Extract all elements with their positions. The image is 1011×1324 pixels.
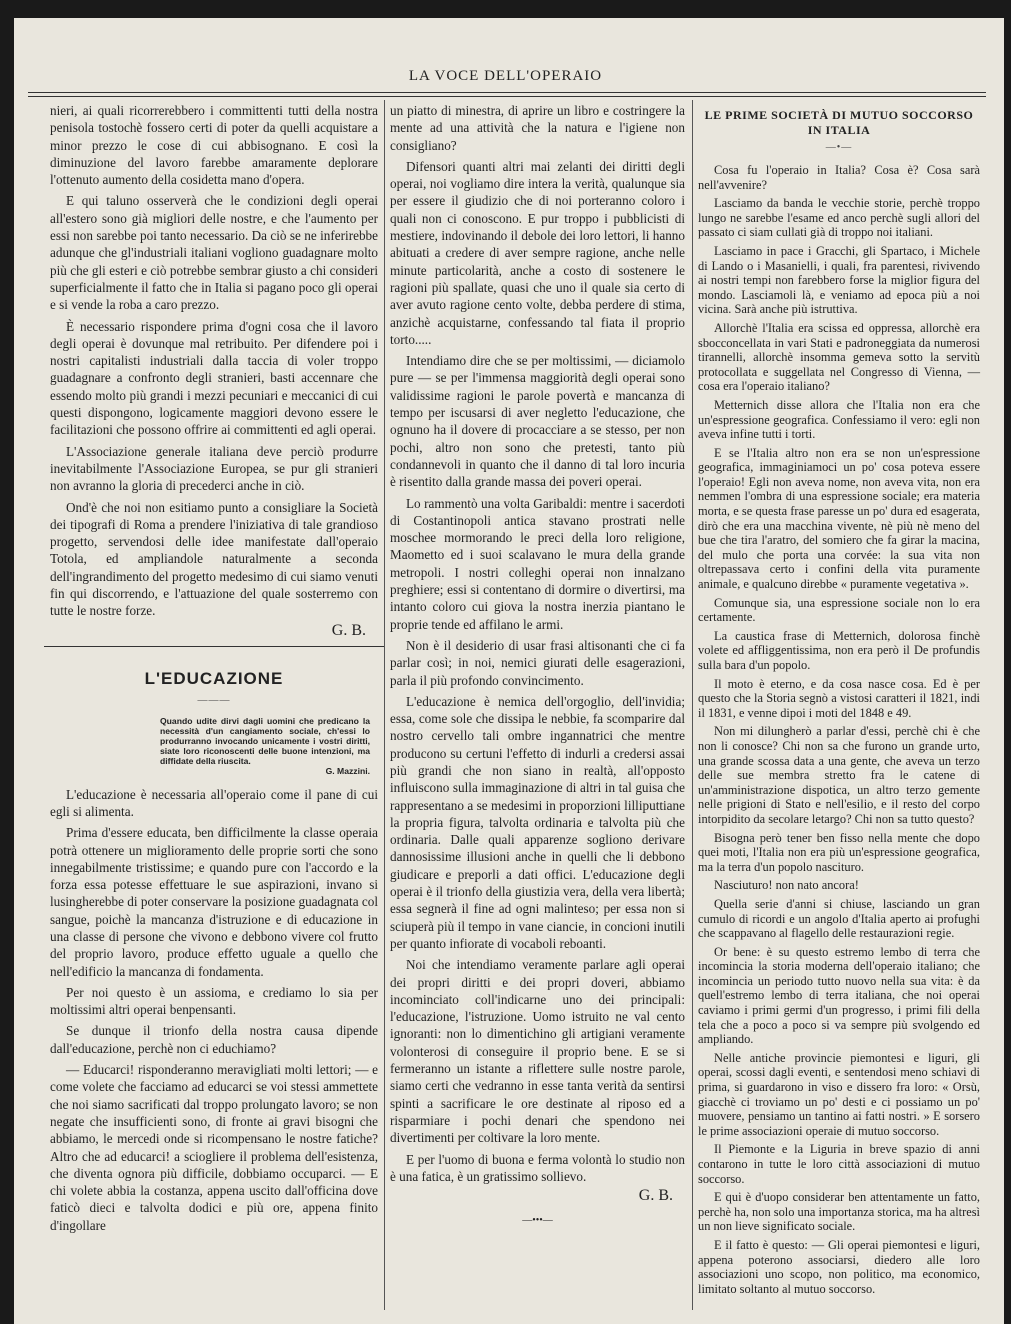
paragraph: Il Piemonte e la Liguria in breve spazio di anni contarono in tutte le loro città associazioni di mutuo soccorso.	[698, 1142, 980, 1186]
epigraph	[160, 716, 370, 776]
paragraph: Cosa fu l'operaio in Italia? Cosa è? Cosa sarà nell'avvenire?	[698, 163, 980, 192]
column-divider-1	[384, 100, 385, 1310]
paragraph: Difensori quanti altri mai zelanti dei diritti degli operai, noi vogliamo dire intera la verità, qualunque sia per essere il giudizio che di noi porteranno coloro i quali non ci conoscono. E pur troppo i pubblicisti di mestiere, indovinando il debole dei loro lettori, li hanno abituati a credere di aver sempre ragione, anche nelle minute particolarità, anche a costo di sostenere le ragioni più spallate, quasi che uno il quale sia certo di aver avuto ragione cento volte, debba perdere di stima, anzichè acquistarne, confessando tal fiata il proprio torto.....	[390, 158, 685, 347]
paragraph: Bisogna però tener ben fisso nella mente che dopo quei moti, l'Italia non era più un'espressione geografica, ma la terra d'un popolo nascituro.	[698, 830, 980, 874]
paragraph: Non è il desiderio di usar frasi altisonanti che ci fa parlar così; in noi, nemici giurati delle esagerazioni, parla il più profondo convincimento.	[390, 637, 685, 688]
paragraph: Per noi questo è un assioma, e crediamo lo sia per moltissimi altri operai benpensanti.	[50, 984, 378, 1018]
paragraph: E per l'uomo di buona e ferma volontà lo studio non è una fatica, è un gratissimo sollievo.	[390, 1151, 685, 1184]
paragraph: Metternich disse allora che l'Italia non era che un'espressione geografica. Confessiamo il vero: egli non aveva infine tutti i torti.	[698, 397, 980, 442]
signature: G. B.	[331, 621, 366, 639]
paragraph: È necessario rispondere prima d'ogni cosa che il lavoro degli operai è dovunque mal retribuito. Per difendere poi i nostri capitalisti industriali dalla taccia di voler troppo guadagnare a confronto degli stranieri, basti accennare che essendo molto più grandi i mezzi pecuniari e meccanici di cui questi dispongono, logicamente maggiori devono essere le facilitazioni che possono offrire ai committenti ed agli operai.	[50, 318, 378, 438]
paragraph: Nelle antiche provincie piemontesi e liguri, gli operai, scossi dagli eventi, e sentendosi meno schiavi di prima, si guardarono in viso e dissero fra loro: « Orsù, giacchè ci troviamo un po' desti e ci possiamo un po' muovere, pensiamo un tantino ai fatti nostri. » E sorsero le prime associazioni operaie di mutuo soccorso.	[698, 1050, 980, 1138]
column-1	[50, 102, 378, 1238]
paragraph: Noi che intendiamo veramente parlare agli operai dei propri diritti e dei propri doveri, abbiamo incominciato coll'indicarne uno dei principali: l'educazione, l'istruzione. Uomo istruito ne val cento ignoranti: non lo dimentichino gli artigiani veramente volonterosi di conseguire il proprio bene. E se si fermeranno un istante a riflettere sulle nostre parole, siamo certi che vedranno in esse tanta verità da sentirsi spinti a sacrificare le ore destinate al riposo ed a risparmiare i pochi denari che spendono nei divertimenti per coltivare la loro mente.	[390, 957, 685, 1146]
paragraph: Lo rammentò una volta Garibaldi: mentre i sacerdoti di Costantinopoli antica stavano prostrati nelle moschee mormorando le preci della loro religione, Maometto ed i suoi scalavano le mura della grande metropoli. I nostri colleghi operai non innalzano preghiere; essi si contentano di dormire o divertirsi, ma intanto coloro cui giova la nostra inerzia piantano le proprie tende ed affilano le armi.	[390, 495, 685, 632]
paragraph: Intendiamo dire che se per moltissimi, — diciamolo pure — se per l'immensa maggiorità degli operai sono validissime ragioni le parole povertà e mancanza di tempo per iscusarsi di aver negletto l'educazione, che ognuno ha il dovere di procacciare a se stesso, per non pochi, altro non sono che pretesti, tanto più condannevoli in quanto che il danno di tal loro incuria è risentito dalla grande massa dei poveri operai.	[390, 353, 685, 490]
article-continuation	[50, 102, 378, 640]
paragraph: — Educarci! risponderanno meravigliati molti lettori; — e come volete che facciamo ad educarci se voi stessi ammettete che noi siamo sacrificati dal troppo prolungato lavoro; se non negate che insufficienti sono, di fronte ai gravi bisogni che abbiamo, le mercedi onde si ricompensano le nostre fatiche? Altro che ad educarci! a sciogliere il problema dell'esistenza, che diventa ognora più difficile, dobbiamo occuparci. — E chi volete abbia la costanza, appena uscito dall'officina dove faticò dieci e talvolta dodici e più ore, appena finito d'ingollare	[50, 1062, 378, 1233]
header-rule-bottom	[28, 96, 986, 97]
epigraph-author: G. Mazzini.	[325, 765, 370, 776]
paragraph: L'educazione è nemica dell'orgoglio, dell'invidia; essa, come sole che dissipa le nebbie, fa scomparire dal nostro cervello tali ombre ingannatrici che mentre producono su certuni l'effetto di indurli a credersi assai più grandi che non siano in realtà, all'opposto influiscono sulla immaginazione di altri in tal guisa che rappresentano a se medesimi in proporzioni lilliputtiane la propria figura, talvolta ordinaria e talvolta più che ordinaria. Dalle quali apparenze sogliono derivare dannosissime illusioni anche in quelli che li debbono giudicare e preporli a dati offici. L'educazione degli operai è il trionfo della giustizia vera, della vera libertà; essa segnerà il fine ad ogni malinteso; per essa non si sciuperà più il tempo in vane ciancie, in concioni inutili per quanto infiorate di vocaboli reboanti.	[390, 693, 685, 951]
column-divider-2	[692, 100, 693, 1310]
header-rule-top	[28, 92, 986, 93]
paragraph: Prima d'essere educata, ben difficilmente la classe operaia potrà ottenere un miglioramento delle proprie sorti che sono innegabilmente tristissime; e quando pure con l'accordo e la forza essa potesse effettuare le sue aspirazioni, invano si lusingherebbe di poter conservare la posizione guadagnata col sangue, poichè la mancanza d'istruzione e di educazione in una classe di persone che vivono e debbono vivere col frutto del proprio lavoro, produce effetto uguale a quello che nell'edificio la mancanza di fondamenta.	[50, 825, 378, 979]
paragraph: Non mi dilungherò a parlar d'essi, perchè chi è che non li conosce? Chi non sa che furono un grande urto, una grande scossa data a una gente, che aveva un terzo delle sue membra stretto fra le catene di un'amministrazione dispotica, un altro terzo gemente nelle prigioni di Stato e nell'esilio, e il resto del corpo intorpidito da secolare letargo? Chi non sa tutto questo?	[698, 724, 980, 826]
paragraph: un piatto di minestra, di aprire un libro e costringere la mente ad una attività che la natura e l'igiene non consigliano?	[390, 103, 685, 153]
paragraph: Ond'è che noi non esitiamo punto a consigliare la Società dei tipografi di Roma a prendere l'iniziativa di tale grandioso progetto, servendosi delle idee manifestate dall'operaio Totola, ed ampliandole naturalmente a seconda dell'ingrandimento del progetto medesimo di cui siamo venuti fin qui discorrendo, e l'attuazione del quale sosterremo con tutte le nostre forze.	[50, 499, 378, 619]
paragraph: Il moto è eterno, e da cosa nasce cosa. Ed è per questo che la Storia segnò a vistosi caratteri il 1821, indi il 1831, e venne dipoi i moti del 1848 e 49.	[698, 676, 980, 720]
paragraph: L'educazione è necessaria all'operaio come il pane di cui egli si alimenta.	[50, 786, 378, 819]
paragraph: Or bene: è su questo estremo lembo di terra che incomincia la storia moderna dell'operaio italiano; che incomincia un periodo tutto nuovo nella sua vita: è da quell'estremo lembo di terra italiana, che noi operai caviamo i primi germi d'un progresso, i primi fili della tela che a poco a poco si va sempre più svolgendo ed ampliando.	[698, 944, 980, 1047]
ornament-divider: ———	[197, 694, 231, 706]
paragraph: E il fatto è questo: — Gli operai piemontesi e liguri, appena poterono associarsi, diedero alle loro associazioni uno scopo, non politico, ma economico, limitato soltanto al mutuo soccorso.	[698, 1237, 980, 1296]
paragraph: Se dunque il trionfo della nostra causa dipende dall'educazione, perchè non ci educhiamo?	[50, 1023, 378, 1056]
article-separator	[44, 646, 384, 647]
paragraph: Lasciamo in pace i Gracchi, gli Spartaco, i Michele di Lando o i Masanielli, i quali, fra parentesi, rivivendo ai nostri tempi non farebbero forse la miglior figura del mondo. Lasciamoli là, e veniamo ad epoca più a noi vicina. Sarà anche più istruttiva.	[698, 243, 980, 317]
section-title-mutuo-soccorso: LE PRIME SOCIETÀ DI MUTUO SOCCORSO IN ITALIA	[704, 108, 974, 137]
column-3	[698, 102, 980, 1300]
paragraph: Quella serie d'anni si chiuse, lasciando un gran cumulo di ricordi e un angolo d'Italia aperto ai profughi che scappavano al flagello delle restaurazioni regie.	[698, 896, 980, 941]
column-2	[390, 102, 685, 1226]
section-title-educazione: L'EDUCAZIONE	[144, 668, 284, 688]
signature: G. B.	[638, 1187, 673, 1205]
paragraph: Lasciamo da banda le vecchie storie, perchè troppo lungo ne sarebbe l'esame ed anco perchè sugli allori del passato ci siam cullati già di troppo noi italiani.	[698, 196, 980, 240]
epigraph-text: Quando udite dirvi dagli uomini che predicano la necessità d'un cangiamento sociale, ch'essi lo produrranno invocando unicamente i vostri diritti, siate loro riconoscenti delle buone intenzioni, ma diffidate della riuscita.	[160, 715, 370, 766]
ornament-divider: —•—	[825, 142, 853, 153]
paragraph: La caustica frase di Metternich, dolorosa finchè volete ed affliggentissima, non era però il De profundis sulla bara d'un popolo.	[698, 628, 980, 672]
end-ornament: —•••—	[522, 1215, 553, 1227]
paragraph: L'Associazione generale italiana deve perciò produrre inevitabilmente l'Associazione Europea, se pur gli stranieri non avranno la gloria di precederci anche in ciò.	[50, 443, 378, 494]
paragraph: E qui taluno osserverà che le condizioni degli operai all'estero sono già migliori delle nostre, e che l'aumento per essi non sarebbe poi tanto necessario. Da ciò se ne inferirebbe adunque che gl'industriali italiani vogliono guadagnare molto più che gli esteri e ciò potrebbe sembrar giusto a chi consideri superficialmente il fatto che in Italia si pagano poco gli operai e si vende la roba a caro prezzo.	[50, 193, 378, 313]
paragraph: Nasciuturo! non nato ancora!	[714, 878, 859, 893]
paragraph: nieri, ai quali ricorrerebbero i committenti tutti della nostra penisola tostochè fossero certi di poter da quelli acquistare a minor prezzo le cose di cui abbisognano. E così la diminuzione del lavoro farebbe amaramente deplorare l'ottenuto aumento della cosidetta mano d'opera.	[50, 103, 378, 188]
page-header: LA VOCE DELL'OPERAIO	[408, 68, 603, 84]
paragraph: E qui è d'uopo considerar ben attentamente un fatto, perchè ha, non solo una importanza storica, ma ha altresì un non lieve significato sociale.	[698, 1190, 980, 1234]
paragraph: Comunque sia, una espressione sociale non lo era certamente.	[698, 595, 980, 625]
paragraph: Allorchè l'Italia era scissa ed oppressa, allorchè era sbocconcellata in vari Stati e padroneggiata da numerosi tirannelli, allorchè insomma gemeva sotto la servitù protocollata e suggellata nel Congresso di Vienna, — cosa era l'operaio italiano?	[698, 320, 980, 394]
paragraph: E se l'Italia altro non era se non un'espressione geografica, immaginiamoci un po' cosa poteva essere l'operaio! Egli non aveva nome, non aveva vita, non era nemmen l'ombra di una espressione sociale; era materia morta, e se questa frase paresse un po' dura ed esagerata, dirò che era una macchina vivente, nè più nè meno del bue che tira l'aratro, del somiero che fa girar la macina, del mulo che porta una corvée: la sua vita non oltrepassava certo i confini della vita puramente animale, e qualcuno direbbe « puramente vegetativa ».	[698, 445, 980, 592]
